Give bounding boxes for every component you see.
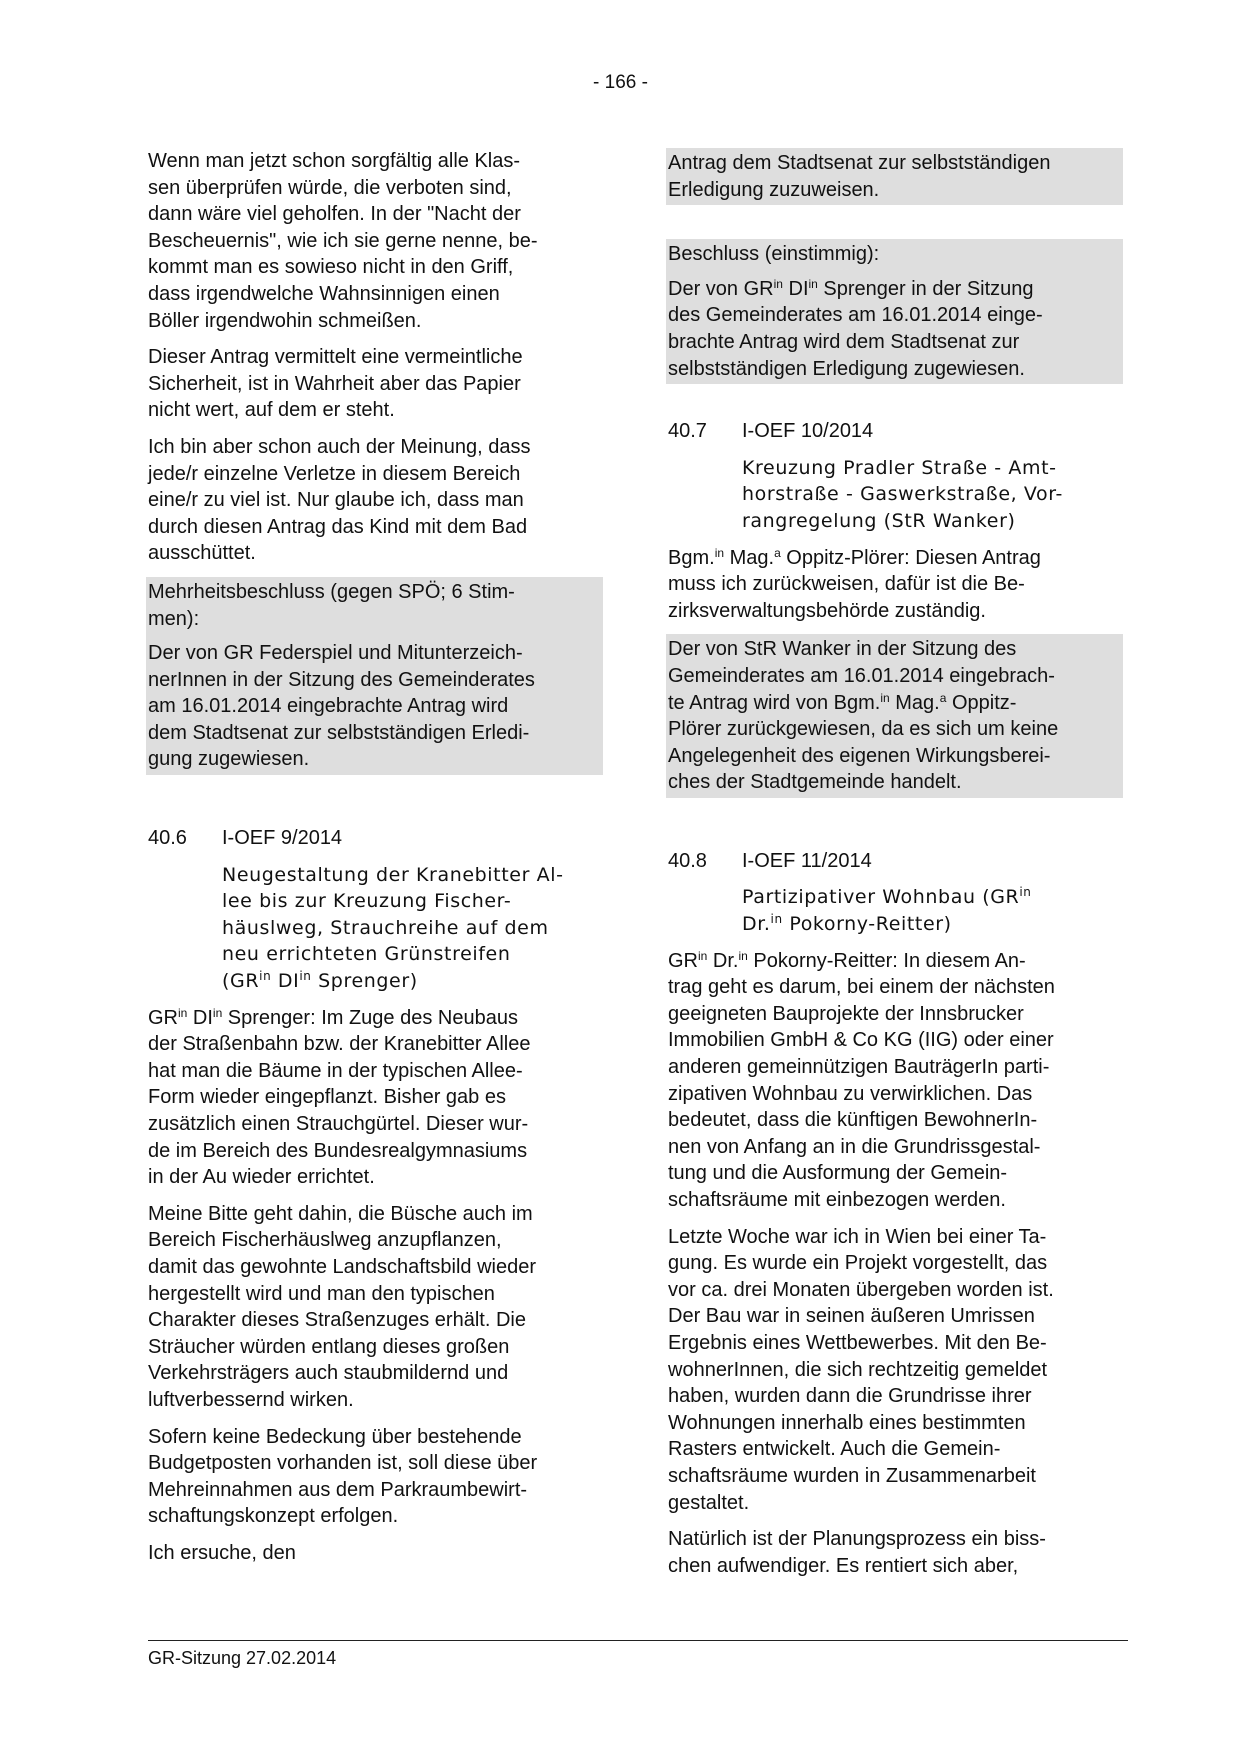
item-number: 40.6 [148, 827, 187, 850]
text-line: bedeutet, dass die künftigen BewohnerIn- [668, 1109, 1038, 1132]
text-line: trag geht es darum, bei einem der nächsten [668, 976, 1055, 999]
text-line: Wohnungen innerhalb eines bestimmten [668, 1411, 1026, 1434]
text-line: Angelegenheit des eigenen Wirkungsberei- [668, 744, 1051, 767]
text-line: kommt man es sowieso nicht in den Griff, [148, 256, 514, 279]
text-line: Sträucher würden entlang dieses großen [148, 1335, 510, 1358]
text-line: Ich ersuche, den [148, 1541, 296, 1564]
text-line: sen überprüfen würde, die verboten sind, [148, 176, 512, 199]
text-line: eine/r zu viel ist. Nur glaube ich, dass man [148, 489, 524, 512]
item-code: I-OEF 11/2014 [742, 849, 872, 872]
text-line: Beschluss (einstimmig): [668, 243, 880, 266]
resolution-box [666, 634, 1123, 798]
text-line: schaftsräume mit einbezogen werden. [668, 1189, 1006, 1211]
paragraph [668, 1224, 1123, 1517]
text-line: Charakter dieses Straßenzuges erhält. Die [148, 1309, 526, 1332]
text-line: schaftungskonzept erfolgen. [148, 1505, 399, 1528]
paragraph [668, 545, 1123, 625]
speaker-line: Bgm.$^{in}$ Mag.$^a$ Oppitz-Plörer: Diesen Antrag [668, 545, 1041, 569]
text-line: men): [148, 607, 200, 630]
agenda-item-heading [668, 418, 1123, 445]
text-line: Wenn man jetzt schon sorgfältig alle Klas- [148, 150, 521, 172]
text-line: Dr.$^{in}$ Pokorny-Reitter) [742, 912, 952, 936]
item-title [668, 455, 1123, 535]
item-number: 40.8 [668, 849, 707, 872]
text-line: hat man die Bäume in der typischen Allee- [148, 1059, 523, 1082]
text-line: Verkehrsträgers auch staubmildernd und [148, 1362, 509, 1385]
text-line: schaftsräume wurden in Zusammenarbeit [668, 1464, 1036, 1487]
text-line: zipativen Wohnbau zu verwirklichen. Das [668, 1082, 1033, 1105]
speaker-line: $GR^{in}$ Dr.$^{in}$ Pokorny-Reitter: In diesem An- [668, 948, 1026, 972]
text-line: Kreuzung Pradler Straße - Amt- [742, 456, 1057, 479]
text-line: dann wäre viel geholfen. In der "Nacht der [148, 203, 521, 226]
resolution-heading [668, 241, 1119, 268]
text-line: Dieser Antrag vermittelt eine vermeintliche [148, 346, 523, 369]
text-line: Mehrheitsbeschluss (gegen SPÖ; 6 Stim- [148, 580, 515, 603]
text-line: Mehreinnahmen aus dem Parkraumbewirt- [148, 1478, 528, 1501]
text-line: gung zugewiesen. [148, 748, 310, 771]
resolution-box [146, 577, 603, 775]
text-line: Neugestaltung der Kranebitter Al- [222, 863, 564, 886]
text-line: Der von $GR^{in}$ $DI^{in}$ Sprenger in der Sitzung [668, 276, 1034, 300]
text-line: Rasters entwickelt. Auch die Gemein- [668, 1438, 1001, 1461]
text-line: tung und die Ausformung der Gemein- [668, 1162, 1008, 1185]
resolution-text [668, 636, 1119, 796]
text-line: Plörer zurückgewiesen, da es sich um keine [668, 718, 1059, 741]
text-line: gung. Es wurde ein Projekt vorgestellt, das [668, 1252, 1048, 1275]
footer-divider [148, 1640, 1128, 1641]
text-line: nen von Anfang an in die Grundrissgestal- [668, 1135, 1041, 1158]
text-line: horstraße - Gaswerkstraße, Vor- [742, 483, 1063, 506]
text-line: luftverbessernd wirken. [148, 1388, 354, 1411]
text-line: Sicherheit, ist in Wahrheit aber das Papier [148, 372, 521, 395]
resolution-text [668, 276, 1119, 382]
text-line: ($GR^{in}$ $DI^{in}$ Sprenger) [222, 969, 418, 993]
text-line: rangregelung (StR Wanker) [742, 509, 1016, 532]
item-title [668, 884, 1123, 937]
text-line: Budgetposten vorhanden ist, soll diese über [148, 1452, 538, 1475]
text-line: haben, wurden dann die Grundrisse ihrer [668, 1385, 1032, 1408]
text-line: ausschüttet. [148, 542, 256, 565]
right-column [668, 148, 1123, 1589]
text-line: chen aufwendiger. Es rentiert sich aber, [668, 1554, 1019, 1577]
text-line: damit das gewohnte Landschaftsbild wieder [148, 1255, 537, 1278]
item-code: I-OEF 10/2014 [742, 420, 874, 443]
text-line: durch diesen Antrag das Kind mit dem Bad [148, 515, 528, 538]
footer-text: GR-Sitzung 27.02.2014 [148, 1648, 337, 1668]
text-line: der Straßenbahn bzw. der Kranebitter Allee [148, 1033, 531, 1056]
text-line: hergestellt wird und man den typischen [148, 1282, 495, 1305]
paragraph [148, 1540, 603, 1567]
paragraph [668, 150, 1119, 203]
text-line: Bescheuernis", wie ich sie gerne nenne, be- [148, 229, 538, 252]
text-line: nerInnen in der Sitzung des Gemeinderates [148, 668, 535, 691]
item-code: I-OEF 9/2014 [222, 827, 343, 850]
paragraph [148, 1201, 603, 1414]
left-column [148, 148, 603, 1577]
text-line: Der von GR Federspiel und Mitunterzeich- [148, 642, 523, 665]
text-line: wohnerInnen, die sich rechtzeitig gemeldet [668, 1358, 1048, 1381]
text-line: Natürlich ist der Planungsprozess ein biss- [668, 1528, 1046, 1551]
text-line: Erledigung zuzuweisen. [668, 178, 880, 201]
text-line: Gemeinderates am 16.01.2014 eingebrach- [668, 664, 1055, 687]
paragraph [148, 1005, 603, 1191]
text-line: zusätzlich einen Strauchgürtel. Dieser wur- [148, 1113, 529, 1135]
text-line: muss ich zurückweisen, dafür ist die Be- [668, 573, 1025, 596]
text-line: Form wieder eingepflanzt. Bisher gab es [148, 1086, 506, 1109]
text-line: Der von StR Wanker in der Sitzung des [668, 638, 1017, 661]
text-line: ches der Stadtgemeinde handelt. [668, 771, 962, 794]
text-line: dem Stadtsenat zur selbstständigen Erledi- [148, 721, 530, 744]
text-line: selbstständigen Erledigung zugewiesen. [668, 357, 1025, 380]
text-line: lee bis zur Kreuzung Fischer- [222, 890, 512, 913]
text-line: Partizipativer Wohnbau ($GR^{in}$ [742, 885, 1032, 909]
text-line: Letzte Woche war ich in Wien bei einer Ta- [668, 1225, 1047, 1248]
text-line: geeigneten Bauprojekte der Innsbrucker [668, 1002, 1024, 1025]
text-line: neu errichteten Grünstreifen [222, 943, 511, 966]
text-line: brachte Antrag wird dem Stadtsenat zur [668, 330, 1020, 353]
page-number: - 166 - [593, 72, 648, 93]
text-line: gestaltet. [668, 1491, 750, 1514]
item-title [148, 862, 603, 995]
text-line: Der Bau war in seinen äußeren Umrissen [668, 1305, 1035, 1328]
text-line: in der Au wieder errichtet. [148, 1166, 375, 1189]
paragraph [668, 948, 1123, 1214]
paragraph [148, 434, 603, 567]
paragraph [148, 148, 603, 334]
item-number: 40.7 [668, 420, 707, 443]
text-line: anderen gemeinnützigen BauträgerIn parti- [668, 1056, 1050, 1079]
text-line: vor ca. drei Monaten übergeben worden ist. [668, 1278, 1054, 1301]
text-line: Ich bin aber schon auch der Meinung, dass [148, 435, 531, 458]
paragraph [148, 344, 603, 424]
text-line: Immobilien GmbH & Co KG (IIG) oder einer [668, 1029, 1054, 1052]
text-line: dass irgendwelche Wahnsinnigen einen [148, 282, 500, 305]
paragraph [668, 1526, 1123, 1579]
paragraph [148, 1424, 603, 1530]
agenda-item-heading [668, 848, 1123, 875]
text-line: Bereich Fischerhäuslweg anzupflanzen, [148, 1229, 502, 1252]
text-line: Meine Bitte geht dahin, die Büsche auch im [148, 1202, 533, 1225]
resolution-box [666, 239, 1123, 384]
text-line: Ergebnis eines Wettbewerbes. Mit den Be- [668, 1331, 1047, 1354]
text-line: zirksverwaltungsbehörde zuständig. [668, 599, 986, 622]
resolution-heading [148, 579, 599, 632]
text-line: de im Bereich des Bundesrealgymnasiums [148, 1139, 528, 1162]
text-line: häuslweg, Strauchreihe auf dem [222, 916, 549, 939]
text-line: Antrag dem Stadtsenat zur selbstständigen [668, 152, 1051, 174]
text-line: Böller irgendwohin schmeißen. [148, 309, 422, 332]
speaker-line: $GR^{in}$ $DI^{in}$ Sprenger: Im Zuge des Neubaus [148, 1005, 518, 1029]
text-line: am 16.01.2014 eingebrachte Antrag wird [148, 695, 509, 718]
resolution-text [148, 640, 599, 773]
continued-text-box [666, 148, 1123, 205]
text-line: nicht wert, auf dem er steht. [148, 399, 395, 422]
text-line: Sofern keine Bedeckung über bestehende [148, 1425, 522, 1448]
text-line: jede/r einzelne Verletze in diesem Bereich [148, 462, 521, 485]
text-line: des Gemeinderates am 16.01.2014 einge- [668, 304, 1043, 327]
agenda-item-heading [148, 825, 603, 852]
text-line: te Antrag wird von Bgm.$^{in}$ Mag.$^a$ Oppitz- [668, 690, 1017, 714]
